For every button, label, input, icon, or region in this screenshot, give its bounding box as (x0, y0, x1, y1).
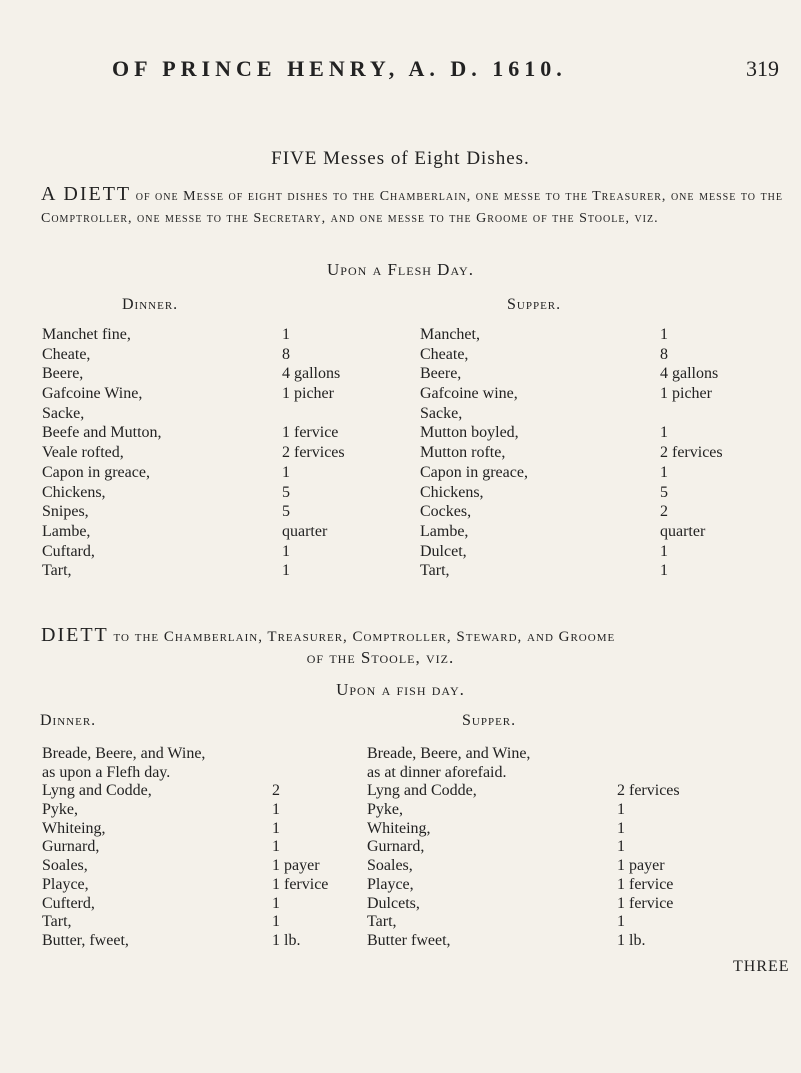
section2-intro (41, 624, 801, 648)
dinner-quantity: 1 (272, 913, 280, 931)
dinner-dish: Beefe and Mutton, (42, 424, 162, 442)
table-row (42, 932, 757, 951)
dinner-dish: Beere, (42, 365, 84, 383)
supper-dish: Pyke, (367, 801, 403, 819)
dinner-quantity: 1 lb. (272, 931, 301, 949)
supper-quantity: 1 (617, 801, 625, 819)
supper-dish: Playce, (367, 875, 414, 893)
table-row (42, 562, 770, 582)
supper-dish: Soales, (367, 857, 413, 875)
supper-quantity: quarter (660, 522, 706, 540)
supper-dish: Manchet, (420, 326, 480, 343)
dinner-quantity: quarter (282, 522, 328, 540)
supper-dish: Mutton rofte, (420, 444, 506, 462)
supper-dish: Cheate, (420, 345, 469, 363)
section1-intro (41, 183, 783, 230)
table-row (42, 424, 770, 444)
table-row (42, 326, 770, 346)
supper-dish: Gurnard, (367, 838, 425, 856)
table-row (42, 745, 757, 764)
table-row (42, 523, 770, 543)
dinner-quantity: 1 (272, 819, 280, 837)
table-row (42, 764, 757, 783)
supper-dish: Lyng and Codde, (367, 782, 477, 800)
table-row (42, 782, 757, 801)
dinner-dish: Capon in greace, (42, 463, 150, 481)
dinner-dish: Soales, (42, 857, 88, 875)
dinner-dish: Veale rofted, (42, 444, 124, 462)
supper-quantity: 2 (660, 503, 668, 521)
flesh-day-menu-table (42, 326, 770, 582)
supper-dish: Tart, (367, 913, 397, 931)
section2-day-heading: Upon a fish day. (336, 680, 465, 699)
dinner-quantity: 4 gallons (282, 365, 341, 383)
table-row (42, 405, 770, 425)
dinner-dish: Gurnard, (42, 838, 100, 856)
dinner-dish: Manchet fine, (42, 326, 131, 343)
supper-quantity: 1 (660, 542, 668, 560)
dinner-dish: Tart, (42, 562, 72, 580)
dinner-quantity: 1 (282, 562, 290, 580)
dinner-quantity: 1 picher (282, 385, 334, 403)
dinner-dish: Breade, Beere, and Wine, (42, 745, 206, 762)
dinner-quantity: 1 (282, 463, 290, 481)
dinner-quantity (272, 764, 367, 783)
supper-dish: Cockes, (420, 503, 472, 521)
dinner-dish: Pyke, (42, 801, 78, 819)
supper-quantity: 1 fervice (617, 875, 674, 893)
dinner-dish: Cufterd, (42, 894, 95, 912)
dinner-dish: Lyng and Codde, (42, 782, 152, 800)
dinner-quantity: 2 (272, 782, 280, 800)
dinner-dish: Cheate, (42, 345, 91, 363)
dinner-dish: as upon a Flefh day. (42, 763, 171, 781)
dinner-quantity: 1 (272, 838, 280, 856)
dinner-quantity (282, 405, 420, 425)
catchword: THREE (733, 958, 790, 975)
supper-dish: Dulcets, (367, 894, 420, 912)
table-row (42, 838, 757, 857)
dinner-quantity: 1 payer (272, 857, 320, 875)
table-row (42, 365, 770, 385)
supper-dish: Beere, (420, 365, 462, 383)
dinner-quantity: 2 fervices (282, 444, 345, 462)
table-row (42, 857, 757, 876)
supper-quantity: 1 picher (660, 385, 712, 403)
table-row (42, 484, 770, 504)
page-title: FIVE Messes of Eight Dishes. (271, 148, 530, 169)
section1-supper-heading: Supper. (507, 296, 562, 313)
dinner-quantity: 5 (282, 503, 290, 521)
supper-quantity: 1 (617, 819, 625, 837)
section2-dinner-heading: Dinner. (40, 712, 97, 729)
table-row (42, 895, 757, 914)
page-number: 319 (746, 56, 779, 81)
dinner-quantity: 1 fervice (272, 875, 329, 893)
supper-quantity: 1 payer (617, 857, 665, 875)
supper-dish: Mutton boyled, (420, 424, 519, 442)
dinner-quantity: 1 (272, 894, 280, 912)
table-row (42, 876, 757, 895)
supper-quantity: 8 (660, 345, 668, 363)
supper-dish: Whiteing, (367, 819, 431, 837)
dinner-quantity: 1 fervice (282, 424, 339, 442)
table-row (42, 464, 770, 484)
supper-quantity (617, 745, 757, 764)
dinner-dish: Whiteing, (42, 819, 106, 837)
table-row (42, 820, 757, 839)
supper-quantity: 1 (660, 326, 668, 343)
supper-quantity: 1 fervice (617, 894, 674, 912)
supper-quantity (660, 405, 770, 425)
table-row (42, 385, 770, 405)
supper-dish: Butter fweet, (367, 931, 451, 949)
running-title: OF PRINCE HENRY, A. D. 1610. (112, 56, 567, 81)
supper-dish: Capon in greace, (420, 463, 528, 481)
supper-dish: Gafcoine wine, (420, 385, 518, 403)
supper-quantity: 1 (660, 424, 668, 442)
section2-intro-text: to the Chamberlain, Treasurer, Comptroller, Steward, and Groome (113, 629, 616, 645)
supper-quantity: 2 fervices (660, 444, 723, 462)
table-row (42, 913, 757, 932)
supper-quantity: 1 lb. (617, 931, 646, 949)
supper-dish: Lambe, (420, 522, 469, 540)
supper-dish: Sacke, (420, 404, 463, 422)
table-row (42, 444, 770, 464)
supper-dish: as at dinner aforefaid. (367, 763, 507, 781)
dinner-quantity: 1 (272, 801, 280, 819)
table-row (42, 801, 757, 820)
dinner-dish: Cuftard, (42, 542, 95, 560)
supper-quantity: 1 (617, 913, 625, 931)
dinner-quantity: 1 (282, 326, 290, 343)
section1-dinner-heading: Dinner. (122, 296, 179, 313)
dinner-dish: Playce, (42, 875, 89, 893)
supper-quantity (617, 764, 757, 783)
dinner-quantity: 1 (282, 542, 290, 560)
table-row (42, 346, 770, 366)
supper-quantity: 1 (660, 463, 668, 481)
section2-intro-line2: of the Stoole, viz. (306, 648, 455, 667)
dinner-dish: Lambe, (42, 522, 91, 540)
supper-dish: Chickens, (420, 483, 484, 501)
dinner-dish: Snipes, (42, 503, 89, 521)
fish-day-menu-table (42, 745, 757, 951)
table-row (42, 503, 770, 523)
table-row (42, 543, 770, 563)
supper-quantity: 1 (660, 562, 668, 580)
section1-intro-text: of one Messe of eight dishes to the Chamberlain, one messe to the Treasurer, one messe to the Comptroller, one messe to the Secretary, and one messe to the Groome of the Stoole, viz. (41, 189, 784, 226)
dinner-dish: Gafcoine Wine, (42, 385, 143, 403)
section2-supper-heading: Supper. (462, 712, 517, 729)
supper-dish: Dulcet, (420, 542, 467, 560)
dinner-dish: Butter, fweet, (42, 931, 129, 949)
supper-quantity: 4 gallons (660, 365, 719, 383)
dinner-dish: Tart, (42, 913, 72, 931)
dinner-quantity (272, 745, 367, 764)
supper-dish: Breade, Beere, and Wine, (367, 745, 531, 762)
supper-quantity: 5 (660, 483, 668, 501)
section2-intro-lead: DIETT (41, 624, 109, 646)
dinner-quantity: 8 (282, 345, 290, 363)
supper-dish: Tart, (420, 562, 450, 580)
dinner-dish: Sacke, (42, 404, 85, 422)
section1-intro-lead: A DIETT (41, 183, 132, 205)
supper-quantity: 2 fervices (617, 782, 680, 800)
section1-day-heading: Upon a Flesh Day. (327, 260, 474, 279)
supper-quantity: 1 (617, 838, 625, 856)
dinner-quantity: 5 (282, 483, 290, 501)
dinner-dish: Chickens, (42, 483, 106, 501)
